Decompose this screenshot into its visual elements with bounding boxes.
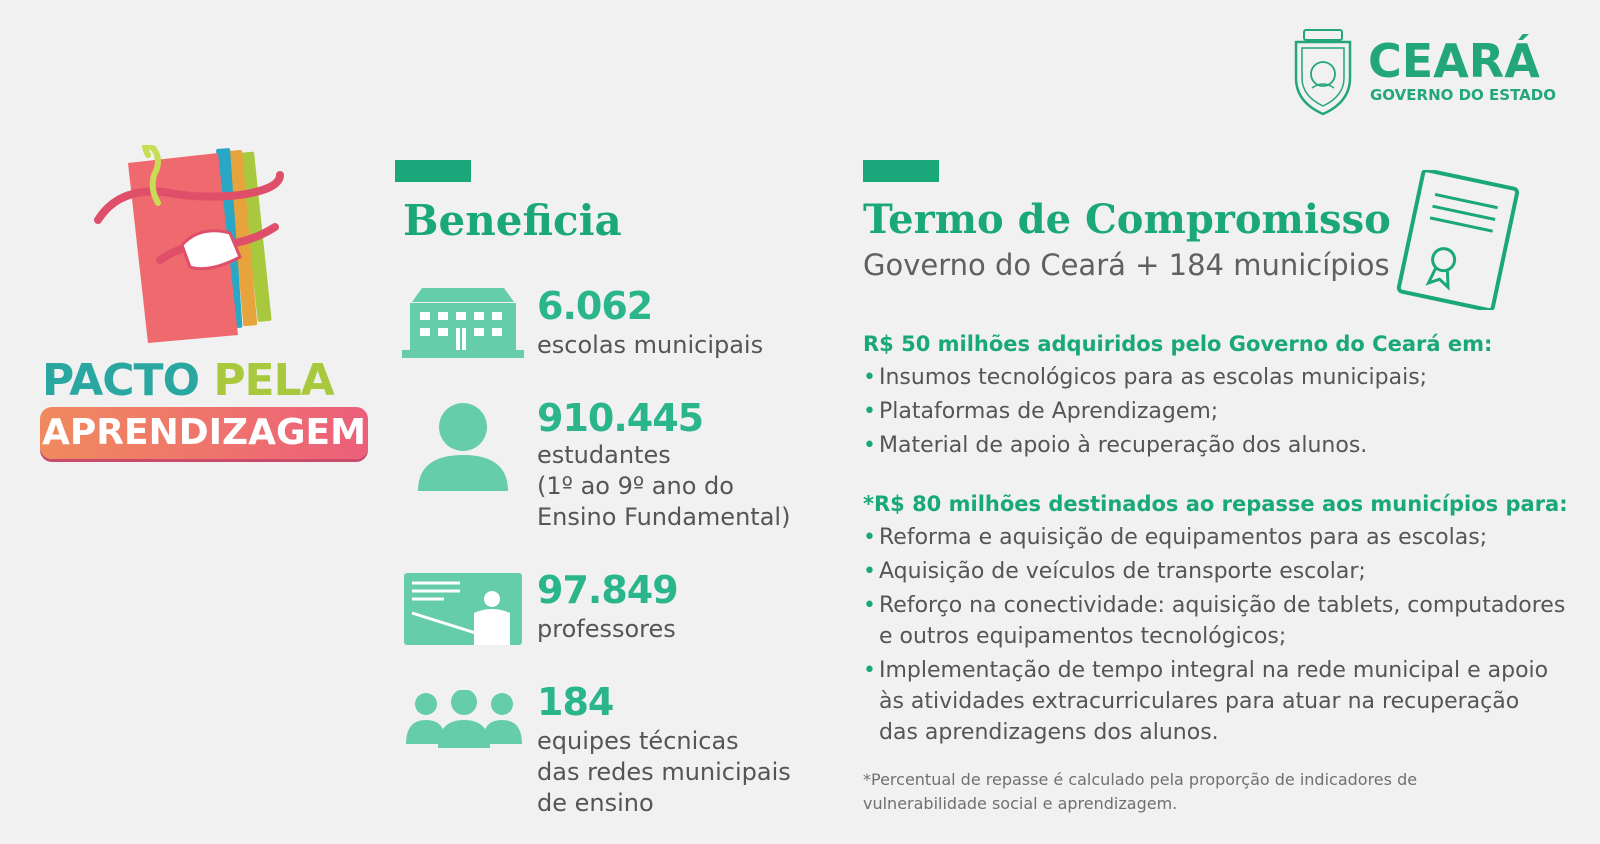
list-item: • Implementação de tempo integral na rede municipal e apoio às atividades extracurriculares para atuar na recuperação das aprendizagens dos alunos. xyxy=(863,655,1565,748)
list-item: • Reforço na conectividade: aquisição de tablets, computadores e outros equipamentos tecnológicos; xyxy=(863,590,1565,652)
pacto-logo xyxy=(30,145,380,475)
list-item: • Material de apoio à recuperação dos alunos. xyxy=(863,430,1427,461)
pacto-title-line1 xyxy=(42,355,334,406)
section1-heading: R$ 50 milhões adquiridos pelo Governo do Ceará em: xyxy=(863,332,1493,356)
governo-ceara-logo xyxy=(1290,28,1570,118)
school-icon xyxy=(402,286,524,358)
certificate-icon xyxy=(1392,170,1522,310)
list-item: • Aquisição de veículos de transporte escolar; xyxy=(863,556,1565,587)
section1-list xyxy=(863,362,1427,464)
pacto-badge xyxy=(40,407,368,459)
stat-desc-schools: escolas municipais xyxy=(537,331,764,359)
stat-desc-teams: equipes técnicas das redes municipais de ensino xyxy=(537,727,791,817)
stat-number-teachers: 97.849 xyxy=(537,568,678,612)
student-icon xyxy=(418,403,508,493)
list-item: • Insumos tecnológicos para as escolas municipais; xyxy=(863,362,1427,393)
stat-number-teams: 184 xyxy=(537,680,614,724)
logo-name: CEARÁ xyxy=(1368,34,1540,88)
team-icon xyxy=(406,690,522,748)
pacto-word-pacto: PACTO xyxy=(42,355,199,406)
footnote: *Percentual de repasse é calculado pela proporção de indicadores de vulnerabilidade social e aprendizagem. xyxy=(863,770,1418,813)
stat-number-students: 910.445 xyxy=(537,396,704,440)
book-handshake-icon xyxy=(90,145,320,345)
pacto-title-line2: APRENDIZAGEM xyxy=(42,412,366,453)
termo-title: Termo de Compromisso xyxy=(863,196,1391,243)
beneficia-accent-bar xyxy=(395,160,471,182)
beneficia-title: Beneficia xyxy=(403,196,622,245)
logo-subtitle: GOVERNO DO ESTADO xyxy=(1370,86,1556,104)
list-item: • Plataformas de Aprendizagem; xyxy=(863,396,1427,427)
list-item: • Reforma e aquisição de equipamentos para as escolas; xyxy=(863,522,1565,553)
pacto-word-pela: PELA xyxy=(213,355,334,406)
termo-accent-bar xyxy=(863,160,939,182)
section2-list xyxy=(863,522,1565,751)
stat-number-schools: 6.062 xyxy=(537,284,653,328)
termo-subtitle: Governo do Ceará + 184 municípios xyxy=(863,248,1390,282)
stat-desc-teachers: professores xyxy=(537,615,676,643)
section2-heading: *R$ 80 milhões destinados ao repasse aos municípios para: xyxy=(863,492,1568,516)
coat-of-arms-icon xyxy=(1290,28,1356,116)
teacher-icon xyxy=(404,573,522,645)
stat-desc-students: estudantes (1º ao 9º ano do Ensino Fundamental) xyxy=(537,441,791,531)
